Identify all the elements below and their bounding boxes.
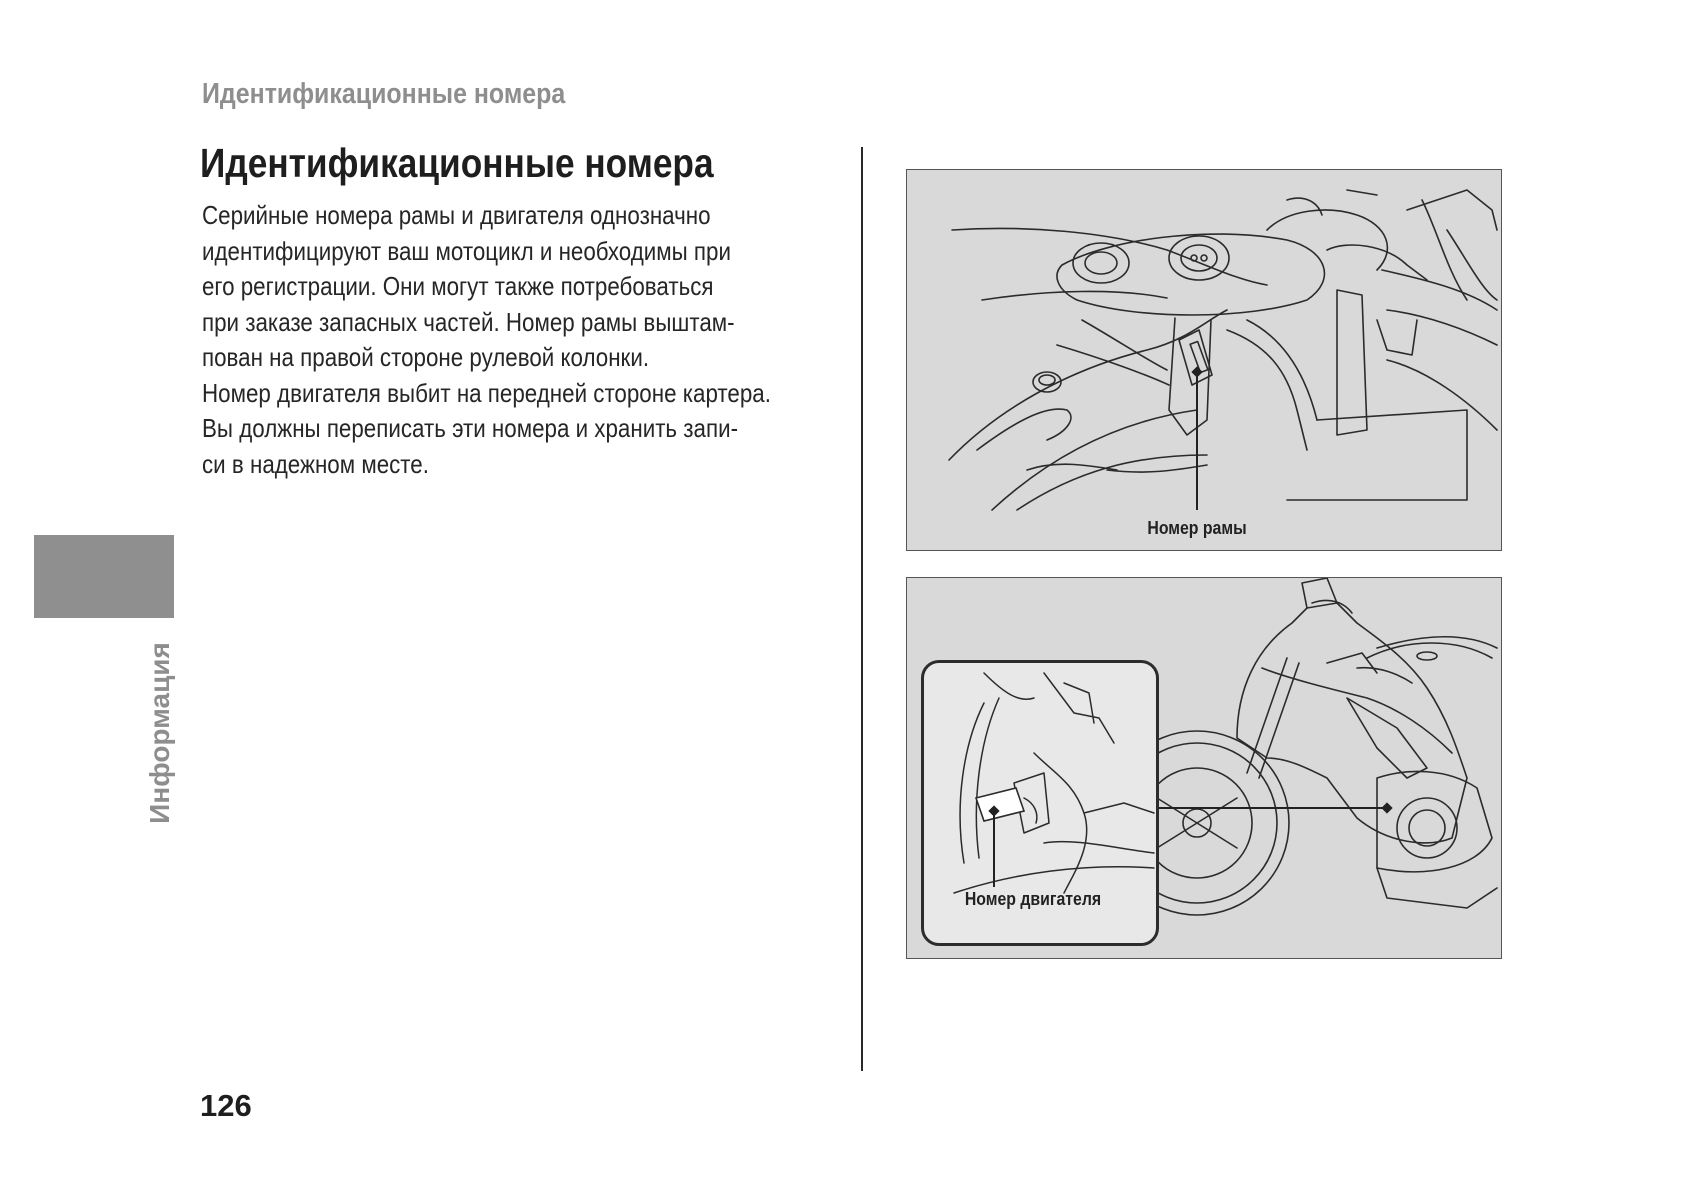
body-line: при заказе запасных частей. Номер рамы выштам-: [202, 306, 735, 337]
page-number: 126: [200, 1088, 252, 1123]
frame-number-callout: Номер рамы: [1147, 518, 1247, 538]
chapter-tab: [34, 535, 174, 618]
steering-head-illustration: [907, 170, 1503, 552]
body-text: [202, 198, 821, 482]
body-line: пован на правой стороне рулевой колонки.: [202, 342, 650, 372]
body-line: си в надежном месте.: [202, 448, 429, 479]
body-line: его регистрации. Они могут также потребоваться: [202, 271, 714, 301]
section-title: Идентификационные номера: [200, 140, 714, 186]
running-head: Идентификационные номера: [202, 78, 566, 110]
engine-number-figure: [906, 577, 1502, 959]
body-line: Серийные номера рамы и двигателя однозначно: [202, 200, 711, 230]
engine-detail-inset: [921, 660, 1159, 946]
body-line: Вы должны переписать эти номера и хранить запи-: [202, 413, 739, 443]
frame-number-figure: [906, 169, 1502, 551]
engine-number-callout: Номер двигателя: [964, 889, 1102, 909]
chapter-label: Информация: [144, 642, 175, 824]
body-line: Номер двигателя выбит на передней стороне картера.: [202, 377, 771, 408]
column-divider: [861, 147, 863, 1071]
body-line: идентифицируют ваш мотоцикл и необходимы при: [202, 235, 731, 266]
